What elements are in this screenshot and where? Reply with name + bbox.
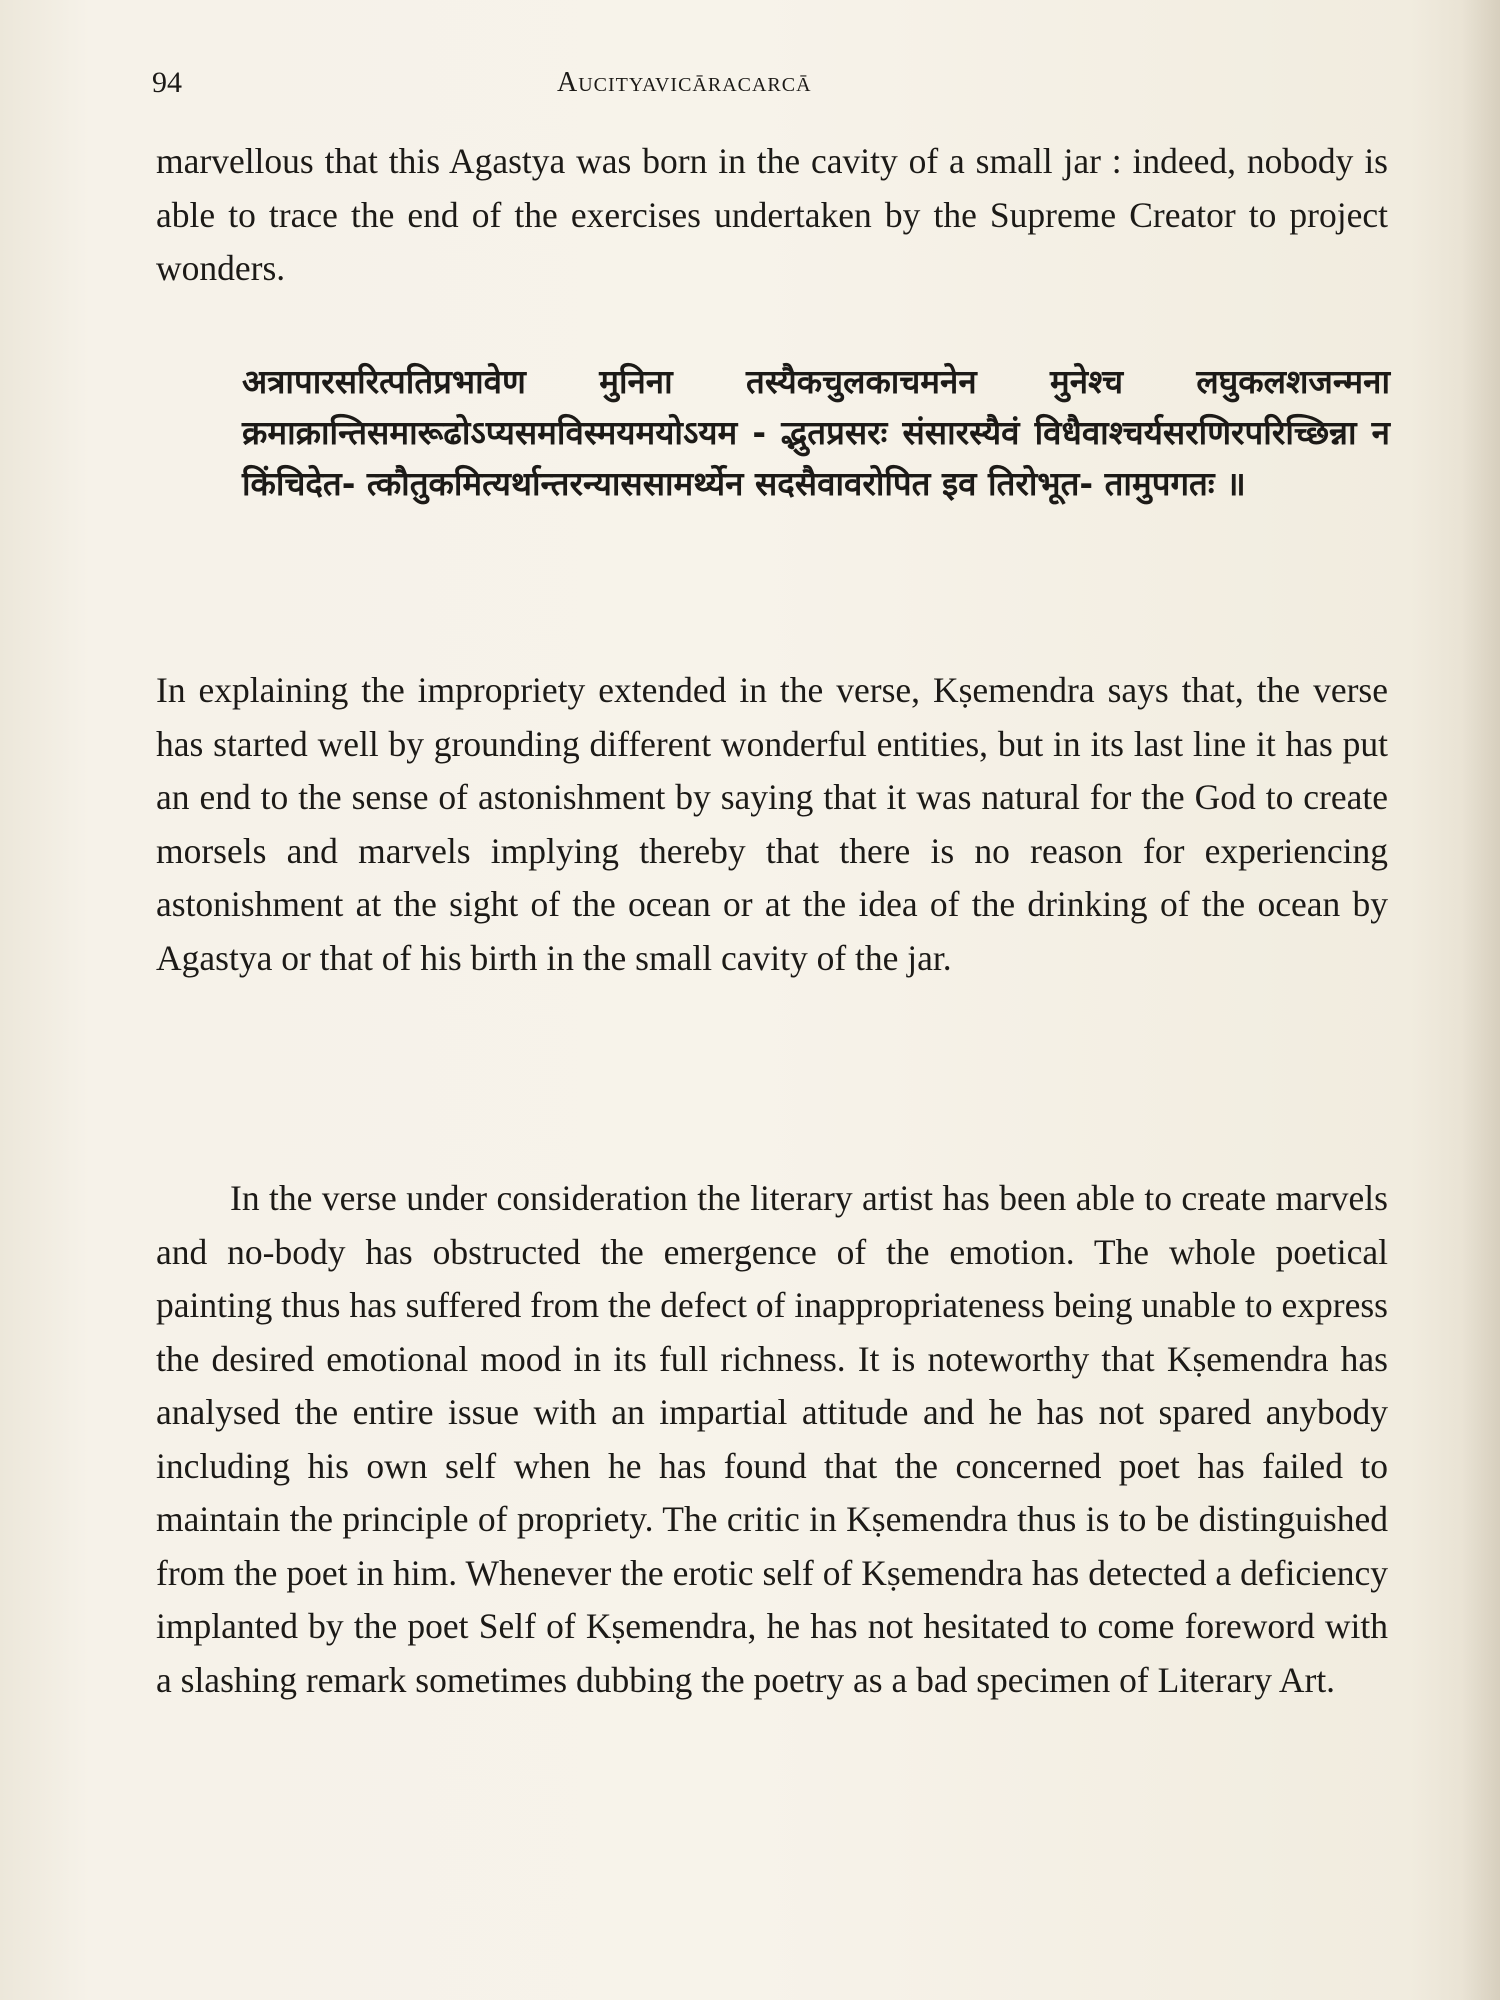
paragraph-continued: marvellous that this Agastya was born in the cavity of a small jar : indeed, nobody is able to trace the end of the exercises undertaken by the Supreme Creator to project wonders. (156, 141, 1388, 288)
paragraph-verse-analysis: In the verse under consideration the literary artist has been able to create marvels and no-body has obstructed the emergence of the emotion. The whole poetical painting thus has suffered from the defect of inappropriateness being unable to express the desired emotional mood in its full richness. It is noteworthy that Kṣemendra has analysed the entire issue with an impartial attitude and he has not spared anybody including his own self when he has found that the concerned poet has failed to maintain the principle of propriety. The critic in Kṣemendra thus is to be distinguished from the poet in him. Whenever the erotic self of Kṣemendra has detected a deficiency implanted by the poet Self of Kṣemendra, he has not hesitated to come foreword with a slashing remark sometimes dubbing the poetry as a bad specimen of Literary Art. (156, 1178, 1388, 1700)
running-head (152, 58, 1387, 108)
page-number: 94 (152, 66, 182, 99)
sanskrit-quotation: अत्रापारसरित्पतिप्रभावेण मुनिना तस्यैकचुलकाचमनेन मुनेश्च लघुकलशजन्मना क्रमाक्रान्तिसमारूढोऽप्यसमविस्मयमयोऽयम - द्भुतप्रसरः संसारस्यैवं विधैवाश्चर्यसरणिरपरिच्छिन्ना न किंचिदेत- त्कौतुकमित्यर्थान्तरन्याससामर्थ्येन सदसैवावरोपित इव तिरोभूत- तामुपगतः ॥ (242, 362, 1390, 503)
running-title: Aucityavicāracarcā (557, 67, 812, 98)
paragraph-explanation: In explaining the impropriety extended in the verse, Kṣemendra says that, the verse has started well by grounding different wonderful entities, but in its last line it has put an end to the sense of astonishment by saying that it was natural for the God to create morsels and marvels implying thereby that there is no reason for experiencing astonishment at the sight of the ocean or at the idea of the drinking of the ocean by Agastya or that of his birth in the small cavity of the jar. (156, 670, 1388, 978)
page-edge-shadow (1462, 0, 1500, 2000)
